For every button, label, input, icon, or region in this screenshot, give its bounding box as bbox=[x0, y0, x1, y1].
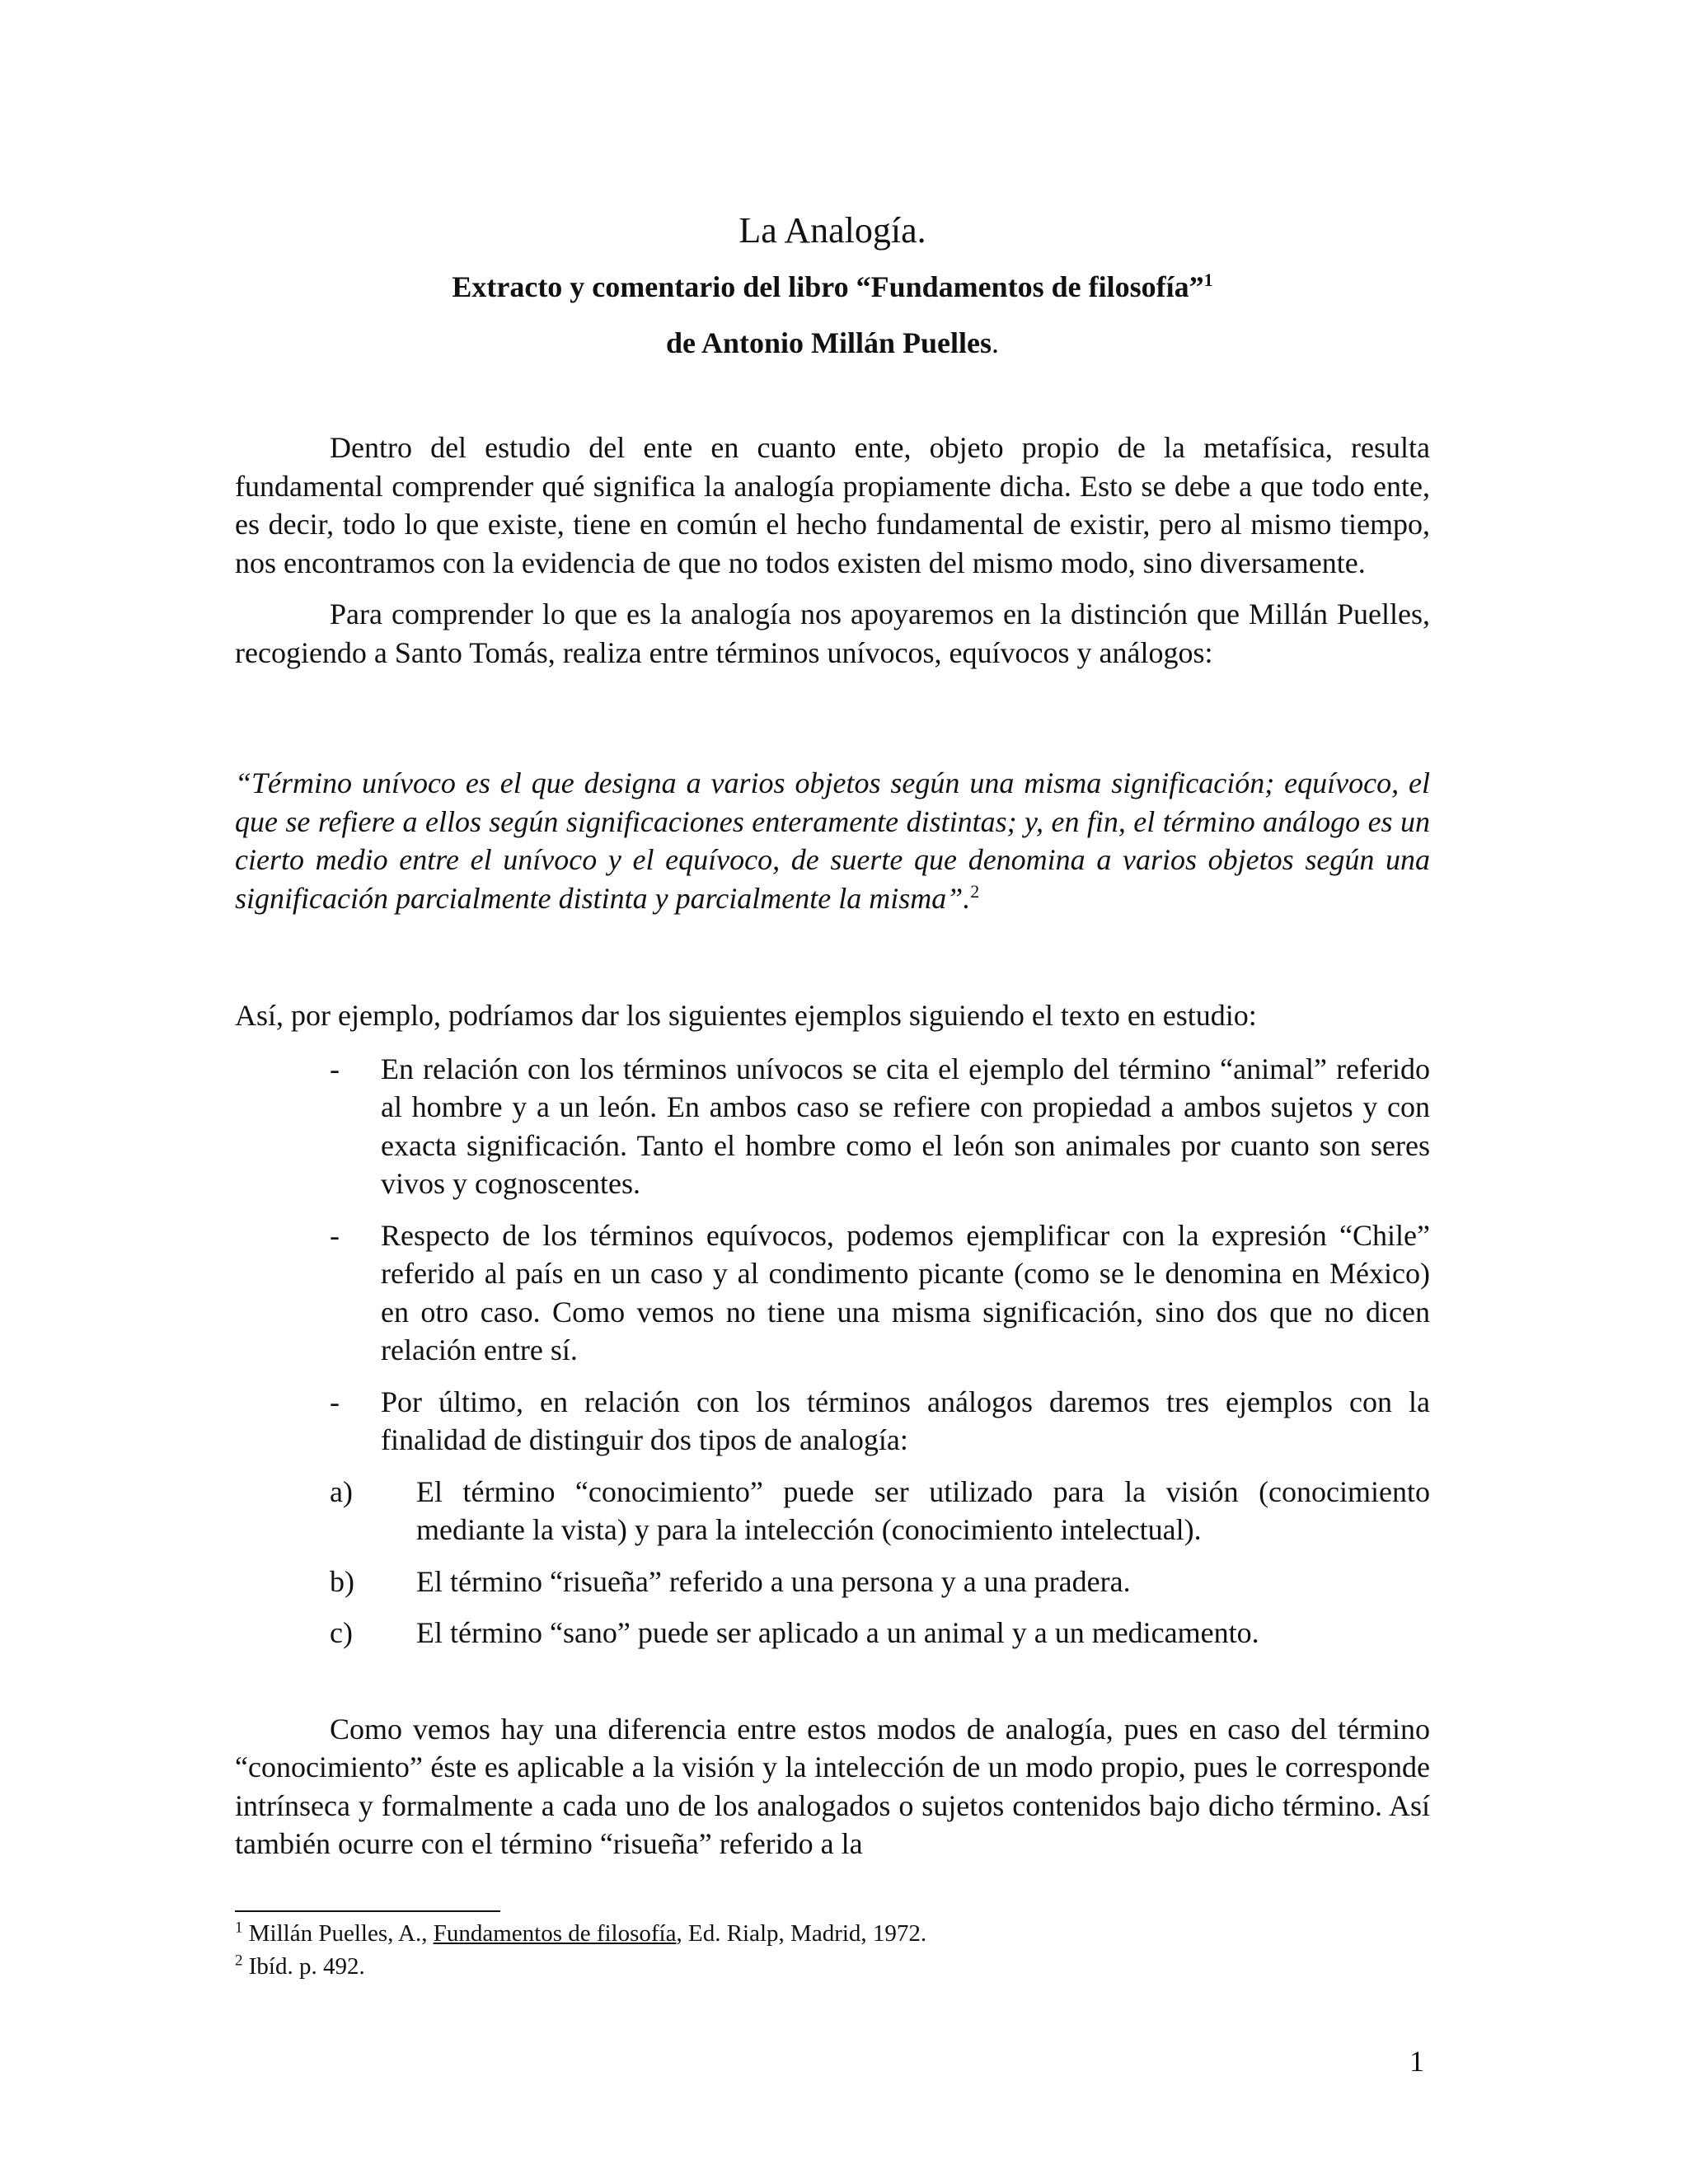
list-item-text: En relación con los términos unívocos se cita el ejemplo del término “animal” referido al hombre y a un león. En ambos caso se refiere con propiedad a ambos sujetos y con exacta significación. Tanto el hombre como el león son animales por cuanto son seres vivos y cognoscentes. bbox=[381, 1052, 1430, 1200]
page-title: La Analogía. bbox=[738, 210, 926, 251]
distinction-paragraph: Para comprender lo que es la analogía nos apoyaremos en la distinción que Millán Puelles, recogiendo a Santo Tomás, realiza entre términos unívocos, equívocos y análogos: bbox=[235, 598, 1430, 669]
quote-period: . bbox=[963, 881, 971, 915]
intro-paragraph: Dentro del estudio del ente en cuanto ente, objeto propio de la metafísica, resulta fundamental comprender qué significa la analogía propiamente dicha. Esto se debe a que todo ente, es decir, todo lo que existe, tiene en común el hecho fundamental de existir, pero al mismo tiempo, nos encontramos con la evidencia de que no todos existen del mismo modo, sino diversamente. bbox=[235, 431, 1430, 579]
page-content bbox=[235, 206, 1430, 1863]
footnote-ref-1[interactable]: 1 bbox=[1203, 269, 1213, 290]
footnote-book-title: Fundamentos de filosofía bbox=[433, 1920, 677, 1947]
footnote-1 bbox=[235, 1917, 1430, 1950]
footnotes bbox=[235, 1917, 1430, 1983]
author-period: . bbox=[992, 326, 1000, 359]
author-name: de Antonio Millán Puelles bbox=[665, 326, 992, 359]
list-item-text: Respecto de los términos equívocos, podemos ejemplificar con la expresión “Chile” referido al país en un caso y al condimento picante (como se le denomina en México) en otro caso. Como vemos no tiene una misma significación, sino dos que no dicen relación entre sí. bbox=[381, 1218, 1430, 1366]
list-item bbox=[235, 1050, 1430, 1203]
list-dash: - bbox=[330, 1052, 340, 1085]
analogy-example-text: El término “sano” puede ser aplicado a un animal y a un medicamento. bbox=[416, 1616, 1259, 1649]
footnote-ref-2[interactable]: 2 bbox=[970, 880, 980, 902]
examples-intro: Así, por ejemplo, podríamos dar los siguientes ejemplos siguiendo el texto en estudio: bbox=[235, 999, 1257, 1032]
list-dash: - bbox=[330, 1218, 340, 1252]
list-item bbox=[235, 1383, 1430, 1460]
quote-text: “Término unívoco es el que designa a varios objetos según una misma significación; equívoco, el que se refiere a ellos según significaciones enteramente distintas; y, en fin, el término análogo es un cierto medio entre el unívoco y el equívoco, de suerte que denomina a varios objetos según una significación parcialmente distinta y parcialmente la misma” bbox=[235, 766, 1430, 915]
examples-list bbox=[235, 1050, 1430, 1652]
footnote-publisher: , Ed. Rialp, Madrid, 1972. bbox=[676, 1920, 927, 1947]
footnote-author: Millán Puelles, A., bbox=[248, 1920, 434, 1947]
analogy-example-text: El término “risueña” referido a una persona y a una pradera. bbox=[416, 1564, 1131, 1598]
analogy-example-item bbox=[235, 1614, 1430, 1652]
subtitle-text: Extracto y comentario del libro “Fundamentos de filosofía” bbox=[452, 270, 1204, 303]
definition-quote bbox=[235, 764, 1430, 917]
analogy-example-text: El término “conocimiento” puede ser utilizado para la visión (conocimiento mediante la vista) y para la intelección (conocimiento intelectual). bbox=[416, 1474, 1430, 1546]
list-item bbox=[235, 1216, 1430, 1370]
footnote-2 bbox=[235, 1950, 1430, 1983]
list-letter: b) bbox=[330, 1564, 354, 1598]
analogy-example-item bbox=[235, 1563, 1430, 1601]
list-item-text: Por último, en relación con los términos análogos daremos tres ejemplos con la finalidad de distinguir dos tipos de analogía: bbox=[381, 1385, 1430, 1456]
analogy-example-item bbox=[235, 1473, 1430, 1549]
subtitle-line-1 bbox=[235, 267, 1430, 307]
subtitle-line-2 bbox=[235, 323, 1430, 363]
list-letter: c) bbox=[330, 1616, 353, 1649]
list-letter: a) bbox=[330, 1474, 353, 1508]
closing-paragraph: Como vemos hay una diferencia entre estos modos de analogía, pues en caso del término “conocimiento” éste es aplicable a la visión y la intelección de un modo propio, pues le corresponde intrínseca y formalmente a cada uno de los analogados o sujetos contenidos bajo dicho término. Así también ocurre con el término “risueña” referido a la bbox=[235, 1712, 1430, 1860]
footnote-marker: 2 bbox=[235, 1952, 243, 1970]
footnote-marker: 1 bbox=[235, 1919, 243, 1937]
page-number: 1 bbox=[1409, 2045, 1424, 2078]
list-dash: - bbox=[330, 1385, 340, 1418]
footnote-text: Ibíd. p. 492. bbox=[248, 1953, 365, 1980]
footnote-separator bbox=[235, 1910, 500, 1912]
